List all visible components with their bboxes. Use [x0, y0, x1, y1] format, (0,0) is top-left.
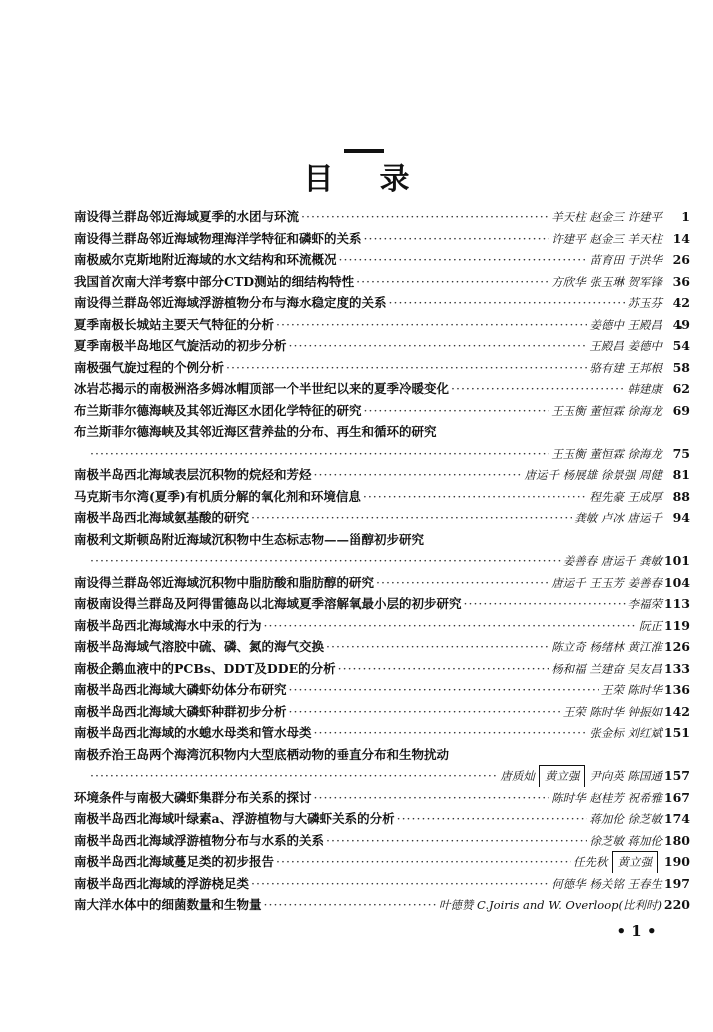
entry-title: 我国首次南大洋考察中部分CTD测站的细结构特性: [74, 273, 355, 289]
entry-page-number: 81: [672, 467, 690, 482]
dot-leader: [389, 292, 626, 314]
entry-page-number: 142: [663, 703, 690, 719]
entry-title: 南极半岛西北海域大磷虾种群初步分析: [74, 703, 287, 719]
entry-title: 南大洋水体中的细菌数量和生物量: [74, 897, 262, 912]
toc-entry[interactable]: [74, 787, 690, 809]
entry-title: 南极企鹅血液中的PCBs、DDT及DDE的分析: [74, 660, 336, 676]
dot-leader: [364, 400, 550, 422]
decorative-mark: [344, 149, 384, 153]
entry-title: 南极强气旋过程的个例分析: [74, 359, 225, 375]
boxed-author: 黄立强: [612, 851, 659, 873]
dot-leader: [264, 894, 437, 916]
entry-authors: 王荣 陈时华: [600, 683, 662, 697]
entry-title: 布兰斯菲尔德海峡及其邻近海区营养盐的分布、再生和循环的研究: [74, 424, 437, 439]
toc-entry[interactable]: [74, 679, 690, 701]
toc-entry[interactable]: [74, 744, 690, 766]
entry-authors: 姜德中 王殿昌: [589, 317, 662, 332]
toc-entry[interactable]: [74, 378, 690, 400]
entry-authors: 陈立奇 杨绪林 黄江淮: [551, 640, 662, 654]
entry-authors: 张金标 刘红斌: [589, 726, 662, 740]
toc-entry[interactable]: [74, 228, 690, 250]
dot-leader: [251, 873, 549, 895]
dot-leader: [364, 228, 550, 250]
entry-authors: 唐质灿: [500, 769, 535, 783]
entry-page-number: 136: [663, 682, 690, 697]
dot-leader: [90, 443, 549, 465]
entry-authors: 阮正: [639, 618, 662, 633]
table-of-contents: [74, 206, 690, 916]
entry-authors: 龚敏 卢冰 唐运千: [574, 511, 662, 525]
entry-page-number: 42: [672, 295, 690, 310]
entry-authors: 许建平 赵金三 羊天柱: [551, 231, 662, 246]
entry-title: 南极半岛西北海域的浮游桡足类: [74, 875, 250, 891]
toc-entry[interactable]: [74, 615, 690, 637]
toc-entry[interactable]: [74, 421, 690, 443]
toc-entry[interactable]: [74, 658, 690, 680]
entry-page-number: 133: [663, 660, 690, 676]
entry-title: 南设得兰群岛邻近海域沉积物中脂肪酸和脂肪醇的研究: [74, 574, 375, 590]
entry-authors: 羊天柱 赵金三 许建平: [551, 210, 662, 224]
entry-title: 南极半岛西北海域表层沉积物的烷烃和芳烃: [74, 467, 312, 482]
entry-authors: 蒋加伦 徐芝敏: [589, 812, 662, 826]
entry-page-number: 119: [663, 617, 690, 633]
entry-authors: 陈时华 赵桂芳 祝希雅: [551, 790, 662, 805]
dot-leader: [397, 808, 588, 830]
dot-leader: [326, 830, 587, 852]
entry-authors: 王殿昌 姜德中: [589, 339, 662, 353]
entry-page-number: 104: [663, 574, 690, 590]
entry-title: 南极乔治王岛两个海湾沉积物内大型底栖动物的垂直分布和生物扰动: [74, 746, 450, 762]
entry-title: 夏季南极半岛地区气旋活动的初步分析: [74, 338, 287, 353]
entry-title: 环境条件与南极大磷虾集群分布关系的探讨: [74, 789, 312, 805]
page-title: 目录: [303, 162, 456, 197]
toc-entry[interactable]: [74, 335, 690, 357]
toc-entry[interactable]: [74, 529, 690, 551]
entry-title: 南极半岛西北海域氨基酸的研究: [74, 510, 250, 525]
entry-authors: 韩建康: [627, 382, 662, 396]
entry-page-number: 180: [663, 832, 690, 848]
entry-page-number: 151: [663, 725, 690, 740]
entry-page-number: 190: [663, 854, 690, 869]
toc-entry[interactable]: [74, 443, 690, 465]
dot-leader: [339, 249, 588, 271]
page-number: • 1 •: [616, 922, 657, 940]
entry-title: 南极半岛西北海域蔓足类的初步报告: [74, 854, 275, 869]
toc-entry[interactable]: [74, 765, 690, 787]
toc-entry[interactable]: [74, 249, 690, 271]
entry-page-number: 88: [672, 488, 690, 504]
entry-authors: 姜善春 唐运千 龚敏: [562, 554, 662, 568]
entry-page-number: 26: [672, 252, 690, 267]
entry-page-number: 1: [681, 209, 690, 224]
entry-title: 南设得兰群岛邻近海域夏季的水团与环流: [74, 209, 300, 224]
entry-authors: 方欣华 张玉琳 贺军锋: [551, 274, 662, 289]
dot-leader: [464, 593, 626, 615]
dot-leader: [451, 378, 625, 400]
dot-leader: [90, 550, 561, 572]
toc-entry[interactable]: [74, 873, 690, 895]
entry-title: 布兰斯菲尔德海峡及其邻近海区水团化学特征的研究: [74, 402, 362, 418]
toc-entry[interactable]: [74, 808, 690, 830]
entry-page-number: 62: [672, 381, 690, 396]
entry-authors: 何德华 杨关铭 王春生: [551, 876, 662, 891]
entry-page-number: 54: [672, 338, 690, 353]
entry-authors: 任先秋: [573, 855, 608, 869]
dot-leader: [314, 787, 550, 809]
toc-entry[interactable]: [74, 550, 690, 572]
entry-title: 南极利文斯顿岛附近海域沉积物中生态标志物——甾醇初步研究: [74, 531, 425, 547]
entry-page-number: 197: [663, 875, 690, 891]
dot-leader: [338, 658, 550, 680]
entry-title: 南设得兰群岛邻近海域物理海洋学特征和磷虾的关系: [74, 230, 362, 246]
boxed-author: 黄立强: [539, 765, 586, 787]
dot-leader: [251, 507, 572, 529]
toc-entry[interactable]: [74, 357, 690, 379]
entry-authors: 徐芝敏 蒋加伦: [589, 833, 662, 848]
entry-title: 马克斯韦尔湾(夏季)有机质分解的氧化剂和环境信息: [74, 488, 361, 504]
toc-entry[interactable]: [74, 271, 690, 293]
entry-page-number: 69: [672, 402, 690, 418]
toc-entry[interactable]: [74, 830, 690, 852]
entry-title: 南极半岛西北海域叶绿素a、浮游植物与大磷虾关系的分析: [74, 811, 395, 826]
toc-entry[interactable]: [74, 486, 690, 508]
entry-authors: 苗育田 于洪华: [589, 253, 662, 267]
entry-title: 南极半岛西北海域海水中汞的行为: [74, 617, 262, 633]
dot-leader: [301, 206, 549, 228]
toc-entry[interactable]: [74, 851, 690, 873]
toc-entry[interactable]: [74, 400, 690, 422]
toc-entry[interactable]: [74, 507, 690, 529]
toc-entry[interactable]: [74, 701, 690, 723]
entry-page-number: 94: [672, 510, 690, 525]
entry-page-number: 49: [672, 316, 690, 332]
dot-leader: [314, 464, 523, 486]
entry-page-number: 58: [672, 359, 690, 375]
entry-authors: 唐运千 杨展雄 徐景强 周健: [524, 468, 662, 482]
dot-leader: [314, 722, 588, 744]
toc-entry[interactable]: [74, 894, 690, 916]
entry-title: 南设得兰群岛邻近海域浮游植物分布与海水稳定度的关系: [74, 295, 387, 310]
toc-entry[interactable]: [74, 206, 690, 228]
entry-title: 南极威尔克斯地附近海域的水文结构和环流概况: [74, 252, 337, 267]
toc-entry[interactable]: [74, 636, 690, 658]
entry-page-number: 174: [663, 811, 690, 826]
entry-page-number: 220: [663, 897, 690, 912]
dot-leader: [289, 701, 561, 723]
entry-authors-extra: 尹向英 陈国通: [589, 769, 662, 783]
toc-entry[interactable]: [74, 722, 690, 744]
entry-authors: 唐运千 王玉芳 姜善春: [551, 575, 662, 590]
entry-page-number: 113: [663, 596, 690, 611]
entry-title: 南极半岛西北海域浮游植物分布与水系的关系: [74, 832, 325, 848]
entry-page-number: 101: [663, 553, 690, 568]
dot-leader: [90, 765, 498, 787]
toc-entry[interactable]: [74, 314, 690, 336]
dot-leader: [264, 615, 637, 637]
entry-title: 夏季南极长城站主要天气特征的分析: [74, 316, 275, 332]
entry-authors: 叶德赞 C.Joiris and W. Overloop(比利时): [438, 898, 662, 912]
dot-leader: [226, 357, 587, 379]
entry-authors: 苏玉芬: [627, 296, 662, 310]
entry-authors: 王荣 陈时华 钟振如: [562, 704, 662, 719]
entry-page-number: 14: [672, 230, 690, 246]
entry-title: 南极半岛西北海域的水螅水母类和管水母类: [74, 725, 312, 740]
dot-leader: [363, 486, 588, 508]
entry-page-number: 167: [663, 789, 690, 805]
dot-leader: [276, 314, 587, 336]
dot-leader: [356, 271, 549, 293]
entry-title: 南极南设得兰群岛及阿得雷德岛以北海域夏季溶解氧最小层的初步研究: [74, 596, 462, 611]
toc-entry[interactable]: [74, 572, 690, 594]
entry-page-number: 36: [672, 273, 690, 289]
entry-title: 冰岩芯揭示的南极洲洛多姆冰帽顶部一个半世纪以来的夏季冷暖变化: [74, 381, 450, 396]
dot-leader: [289, 335, 588, 357]
entry-page-number: 126: [663, 639, 690, 654]
toc-entry[interactable]: [74, 464, 690, 486]
entry-title: 南极半岛西北海域大磷虾幼体分布研究: [74, 682, 287, 697]
entry-title: 南极半岛海域气溶胶中硫、磷、氮的海气交换: [74, 639, 325, 654]
dot-leader: [276, 851, 571, 873]
dot-leader: [289, 679, 599, 701]
dot-leader: [326, 636, 549, 658]
toc-entry[interactable]: [74, 593, 690, 615]
entry-authors: 程先豪 王成厚: [589, 489, 662, 504]
dot-leader: [376, 572, 549, 594]
toc-entry[interactable]: [74, 292, 690, 314]
entry-authors: 王玉衡 董恒霖 徐海龙: [551, 403, 662, 418]
entry-page-number: 75: [672, 445, 690, 461]
entry-authors: 王玉衡 董恒霖 徐海龙: [551, 446, 662, 461]
entry-page-number: 157: [663, 768, 690, 783]
entry-authors: 李福荣: [627, 597, 662, 611]
entry-authors: 杨和福 兰建奋 吴友昌: [551, 661, 662, 676]
entry-authors: 骆有建 王邦根: [589, 360, 662, 375]
